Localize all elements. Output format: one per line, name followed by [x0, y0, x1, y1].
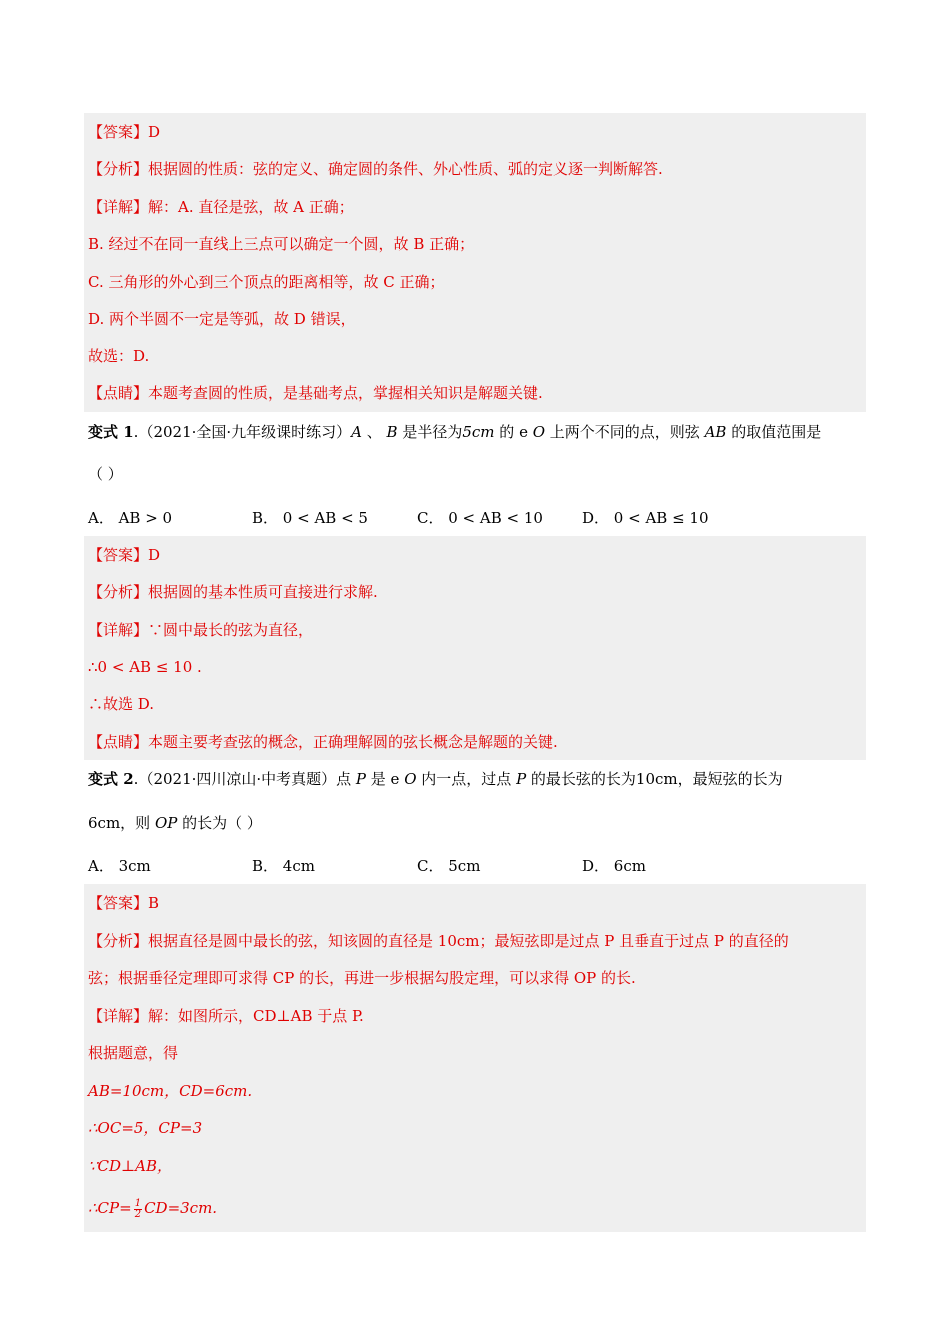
stem-text-4: 的取值范围是: [726, 423, 822, 441]
equation-3-2: ∴OC=5，CP=3: [88, 1119, 203, 1137]
comment-2: 【点睛】本题主要考查弦的概念，正确理解圆的弦长概念是解题的关键.: [88, 733, 558, 751]
analysis-3-b: 弦；根据垂径定理即可求得 CP 的长，再进一步根据勾股定理，可以求得 OP 的长.: [88, 969, 636, 987]
question-1-label: 变式 1: [88, 423, 134, 441]
point-a: A: [351, 423, 362, 441]
q2-circle-o: O: [404, 770, 417, 788]
q1-option-c[interactable]: C． 0 < AB < 10: [417, 509, 543, 527]
detail-1-d: D. 两个半圆不一定是等弧，故 D 错误，: [88, 310, 356, 328]
eq4-prefix: ∴CP=: [88, 1199, 132, 1217]
q2-option-d[interactable]: D． 6cm: [582, 857, 646, 875]
answer-3: 【答案】B: [88, 894, 160, 912]
stem-text-3: 上两个不同的点，则弦: [545, 423, 705, 441]
detail-2: 【详解】∵圆中最长的弦为直径，: [88, 621, 314, 639]
analysis-1: 【分析】根据圆的性质：弦的定义、确定圆的条件、外心性质、弧的定义逐一判断解答.: [88, 160, 663, 178]
q2-text-3: 的最长弦的长为10cm，最短弦的长为: [526, 770, 783, 788]
q1-option-b[interactable]: B． 0 < AB < 5: [252, 509, 368, 527]
q2-text-4: 6cm，则: [88, 814, 155, 832]
therefore-2-a: ∴0 < AB ≤ 10 .: [88, 658, 202, 676]
point-p-2: P: [516, 770, 527, 788]
q2-text-2: 内一点，过点: [416, 770, 517, 788]
equation-3-1: AB=10cm，CD=6cm.: [88, 1082, 253, 1100]
accord-3: 根据题意，得: [88, 1044, 179, 1062]
analysis-3-a: 【分析】根据直径是圆中最长的弦，知该圆的直径是 10cm；最短弦即是过点 P 且垂直于过点 P 的直径的: [88, 932, 789, 950]
q2-option-b[interactable]: B． 4cm: [252, 857, 315, 875]
analysis-2: 【分析】根据圆的基本性质可直接进行求解.: [88, 583, 378, 601]
detail-1-b: B. 经过不在同一直线上三点可以确定一个圆，故 B 正确；: [88, 235, 475, 253]
equation-3-3: ∵CD⊥AB，: [88, 1157, 173, 1175]
question-2-stem-cont: [88, 813, 262, 833]
question-2-stem: [88, 769, 783, 789]
q1-option-a[interactable]: A． AB > 0: [88, 509, 173, 527]
q2-option-a[interactable]: A． 3cm: [88, 857, 151, 875]
fraction-numerator: 1: [134, 1197, 142, 1209]
detail-1: 【详解】解：A. 直径是弦，故 A 正确；: [88, 198, 354, 216]
solution-block-1: [84, 113, 866, 412]
therefore-2-b: ∴故选 D.: [88, 695, 155, 713]
answer-1: 【答案】D: [88, 123, 161, 141]
question-2-source: .（2021·四川凉山·中考真题）点: [133, 770, 356, 788]
solution-block-2: [84, 536, 866, 760]
point-p: P: [355, 770, 367, 788]
equation-3-4: [88, 1198, 217, 1220]
segment-op: OP: [154, 814, 178, 832]
chord-ab: AB: [704, 423, 727, 441]
question-1-stem: [88, 422, 821, 442]
fraction-denominator: 2: [134, 1208, 142, 1220]
point-b: B: [386, 423, 398, 441]
question-1-source: .（2021·全国·九年级课时练习）: [133, 423, 352, 441]
question-1-paren: （ ）: [88, 465, 123, 483]
circle-o: O: [532, 423, 546, 441]
stem-text-1: 是半径为: [397, 423, 463, 441]
choose-1: 故选：D.: [88, 347, 150, 365]
q2-option-c[interactable]: C． 5cm: [417, 857, 481, 875]
fraction-half: [134, 1199, 142, 1220]
stem-text-2: 的 e: [494, 423, 533, 441]
separator: 、: [362, 423, 387, 441]
q2-text-5: 的长为（ ）: [177, 814, 262, 832]
comment-1: 【点睛】本题考查圆的性质，是基础考点，掌握相关知识是解题关键.: [88, 384, 543, 402]
q1-option-d[interactable]: D． 0 < AB ≤ 10: [582, 509, 709, 527]
detail-3: 【详解】解：如图所示，CD⊥AB 于点 P.: [88, 1007, 364, 1025]
q2-text-1: 是 e: [366, 770, 405, 788]
question-2-label: 变式 2: [88, 770, 134, 788]
radius-value: 5cm: [462, 423, 495, 441]
eq4-suffix: CD=3cm.: [144, 1199, 218, 1217]
answer-2: 【答案】D: [88, 546, 161, 564]
detail-1-c: C. 三角形的外心到三个顶点的距离相等，故 C 正确；: [88, 273, 445, 291]
